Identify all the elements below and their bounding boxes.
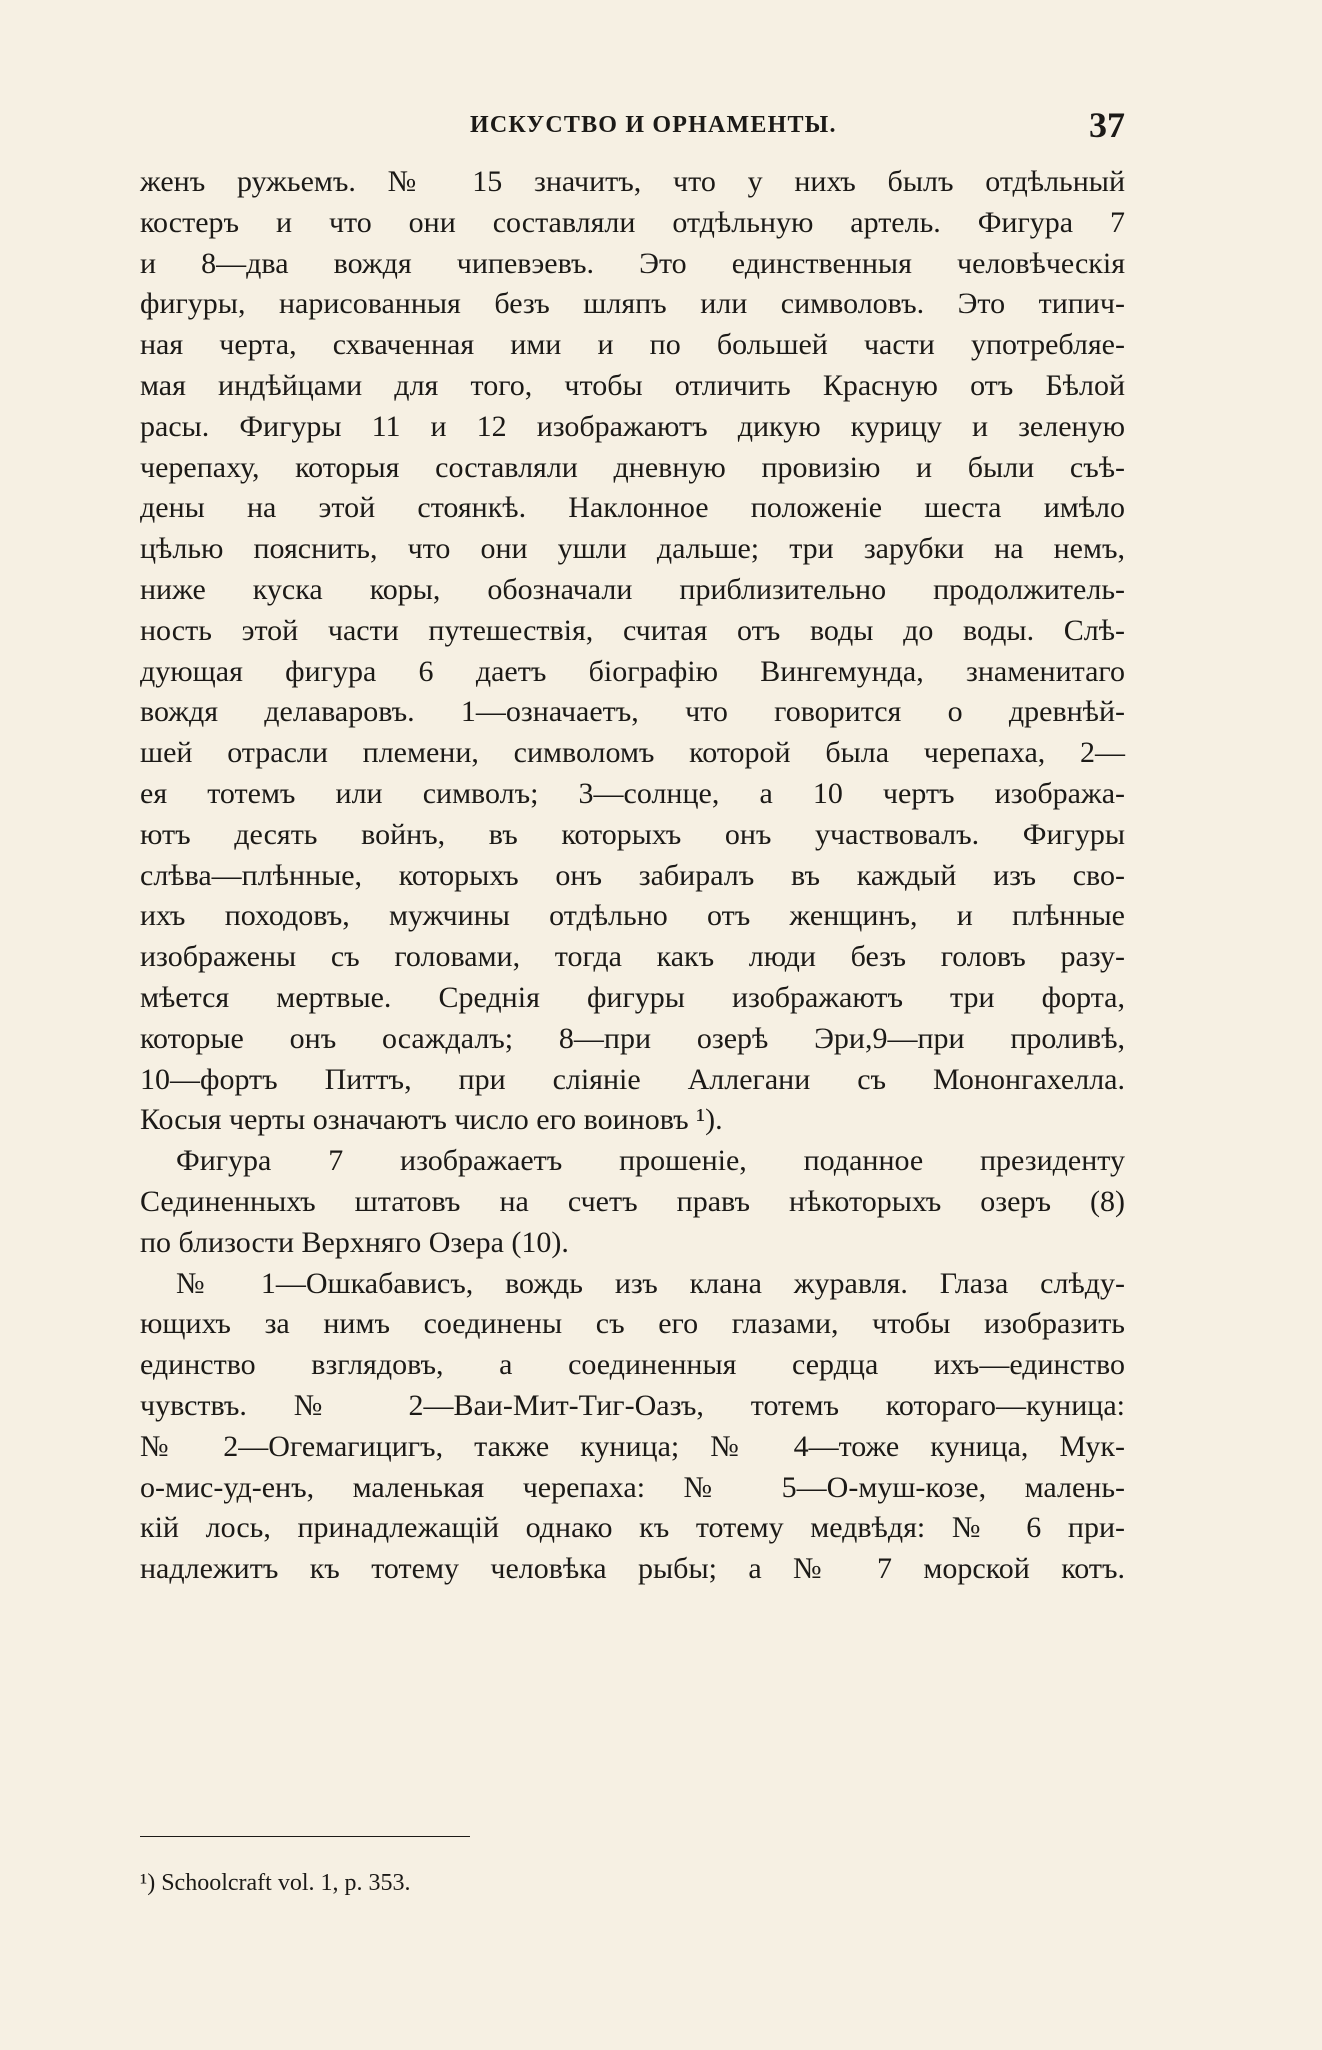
text-line-20: изображены съ головами, тогда какъ люди безъ головъ разу-	[140, 940, 1125, 974]
text-line-16: ея тотемъ или символъ; 3—солнце, а 10 чертъ изобража-	[140, 776, 1125, 810]
text-line-1: женъ ружьемъ. № 15 значитъ, что у нихъ былъ отдѣльный	[140, 165, 1125, 198]
text-line-9: дены на этой стоянкѣ. Наклонное положеніе шеста имѣло	[140, 491, 1125, 525]
text-line-21: мѣется мертвые. Среднія фигуры изображаютъ три форта,	[140, 980, 1125, 1014]
text-line-2: костеръ и что они составляли отдѣльную артель. Фигура 7	[140, 205, 1125, 239]
text-line-32: № 2—Огемагицигъ, также куница; № 4—тоже куница, Мук-	[140, 1429, 1125, 1463]
text-line-7: расы. Фигуры 11 и 12 изображаютъ дикую курицу и зеленую	[140, 409, 1125, 443]
text-line-6: мая индѣйцами для того, чтобы отличить Красную отъ Бѣлой	[140, 368, 1125, 402]
running-head	[140, 104, 1125, 144]
page-number: 37	[1089, 105, 1125, 145]
text-line-5: ная черта, схваченная ими и по большей части употребляе-	[140, 328, 1125, 362]
body-text	[140, 162, 1125, 1590]
text-line-15: шей отрасли племени, символомъ которой была черепаха, 2—	[140, 736, 1125, 770]
text-line-17: ютъ десять войнъ, въ которыхъ онъ участвовалъ. Фигуры	[140, 817, 1125, 851]
text-line-18: слѣва—плѣнные, которыхъ онъ забиралъ въ каждый изъ сво-	[140, 858, 1125, 892]
text-line-35: надлежитъ къ тотему человѣка рыбы; а № 7 морской котъ.	[140, 1552, 1125, 1586]
text-line-19: ихъ походовъ, мужчины отдѣльно отъ женщинъ, и плѣнные	[140, 899, 1125, 933]
text-line-33: о-мис-уд-енъ, маленькая черепаха: № 5—О-муш-козе, малень-	[140, 1470, 1125, 1504]
text-line-12: ность этой части путешествія, считая отъ воды до воды. Слѣ-	[140, 613, 1125, 647]
footnote: ¹) Schoolcraft vol. 1, p. 353.	[140, 1870, 411, 1896]
text-line-4: фигуры, нарисованныя безъ шляпъ или символовъ. Это типич-	[140, 287, 1125, 321]
text-line-22: которые онъ осаждалъ; 8—при озерѣ Эри,9—при проливѣ,	[140, 1021, 1125, 1055]
text-line-3: и 8—два вождя чипевэевъ. Это единственныя человѣческія	[140, 246, 1125, 280]
footnote-divider	[140, 1836, 470, 1837]
text-line-24: Косыя черты означаютъ число его воиновъ ¹).	[140, 1103, 723, 1137]
text-line-13: дующая фигура 6 даетъ біографію Вингемунда, знаменитаго	[140, 654, 1125, 688]
text-line-14: вождя делаваровъ. 1—означаетъ, что говорится о древнѣй-	[140, 695, 1125, 729]
text-line-31: чувствъ. № 2—Ваи-Мит-Тиг-Оазъ, тотемъ котораго—куница:	[140, 1388, 1125, 1422]
text-line-10: цѣлью пояснить, что они ушли дальше; три зарубки на немъ,	[140, 532, 1125, 566]
text-line-8: черепаху, которыя составляли дневную провизію и были съѣ-	[140, 450, 1125, 484]
text-line-34: кій лось, принадлежащій однако къ тотему медвѣдя: № 6 при-	[140, 1511, 1125, 1545]
text-line-23: 10—фортъ Питтъ, при сліяніе Аллегани съ Мононгахелла.	[140, 1062, 1125, 1096]
text-line-28: № 1—Ошкабависъ, вождь изъ клана журавля. Глаза слѣду-	[176, 1266, 1125, 1300]
running-title: ИСКУСТВО И ОРНАМЕНТЫ.	[470, 112, 837, 138]
text-line-27: по близости Верхняго Озера (10).	[140, 1225, 569, 1259]
text-line-29: ющихъ за нимъ соединены съ его глазами, чтобы изобразить	[140, 1307, 1125, 1341]
text-line-26: Сединенныхъ штатовъ на счетъ правъ нѣкоторыхъ озеръ (8)	[140, 1184, 1125, 1218]
text-line-30: единство взглядовъ, а соединенныя сердца ихъ—единство	[140, 1348, 1125, 1382]
text-line-11: ниже куска коры, обозначали приблизительно продолжитель-	[140, 572, 1125, 606]
text-line-25: Фигура 7 изображаетъ прошеніе, поданное президенту	[176, 1144, 1125, 1178]
